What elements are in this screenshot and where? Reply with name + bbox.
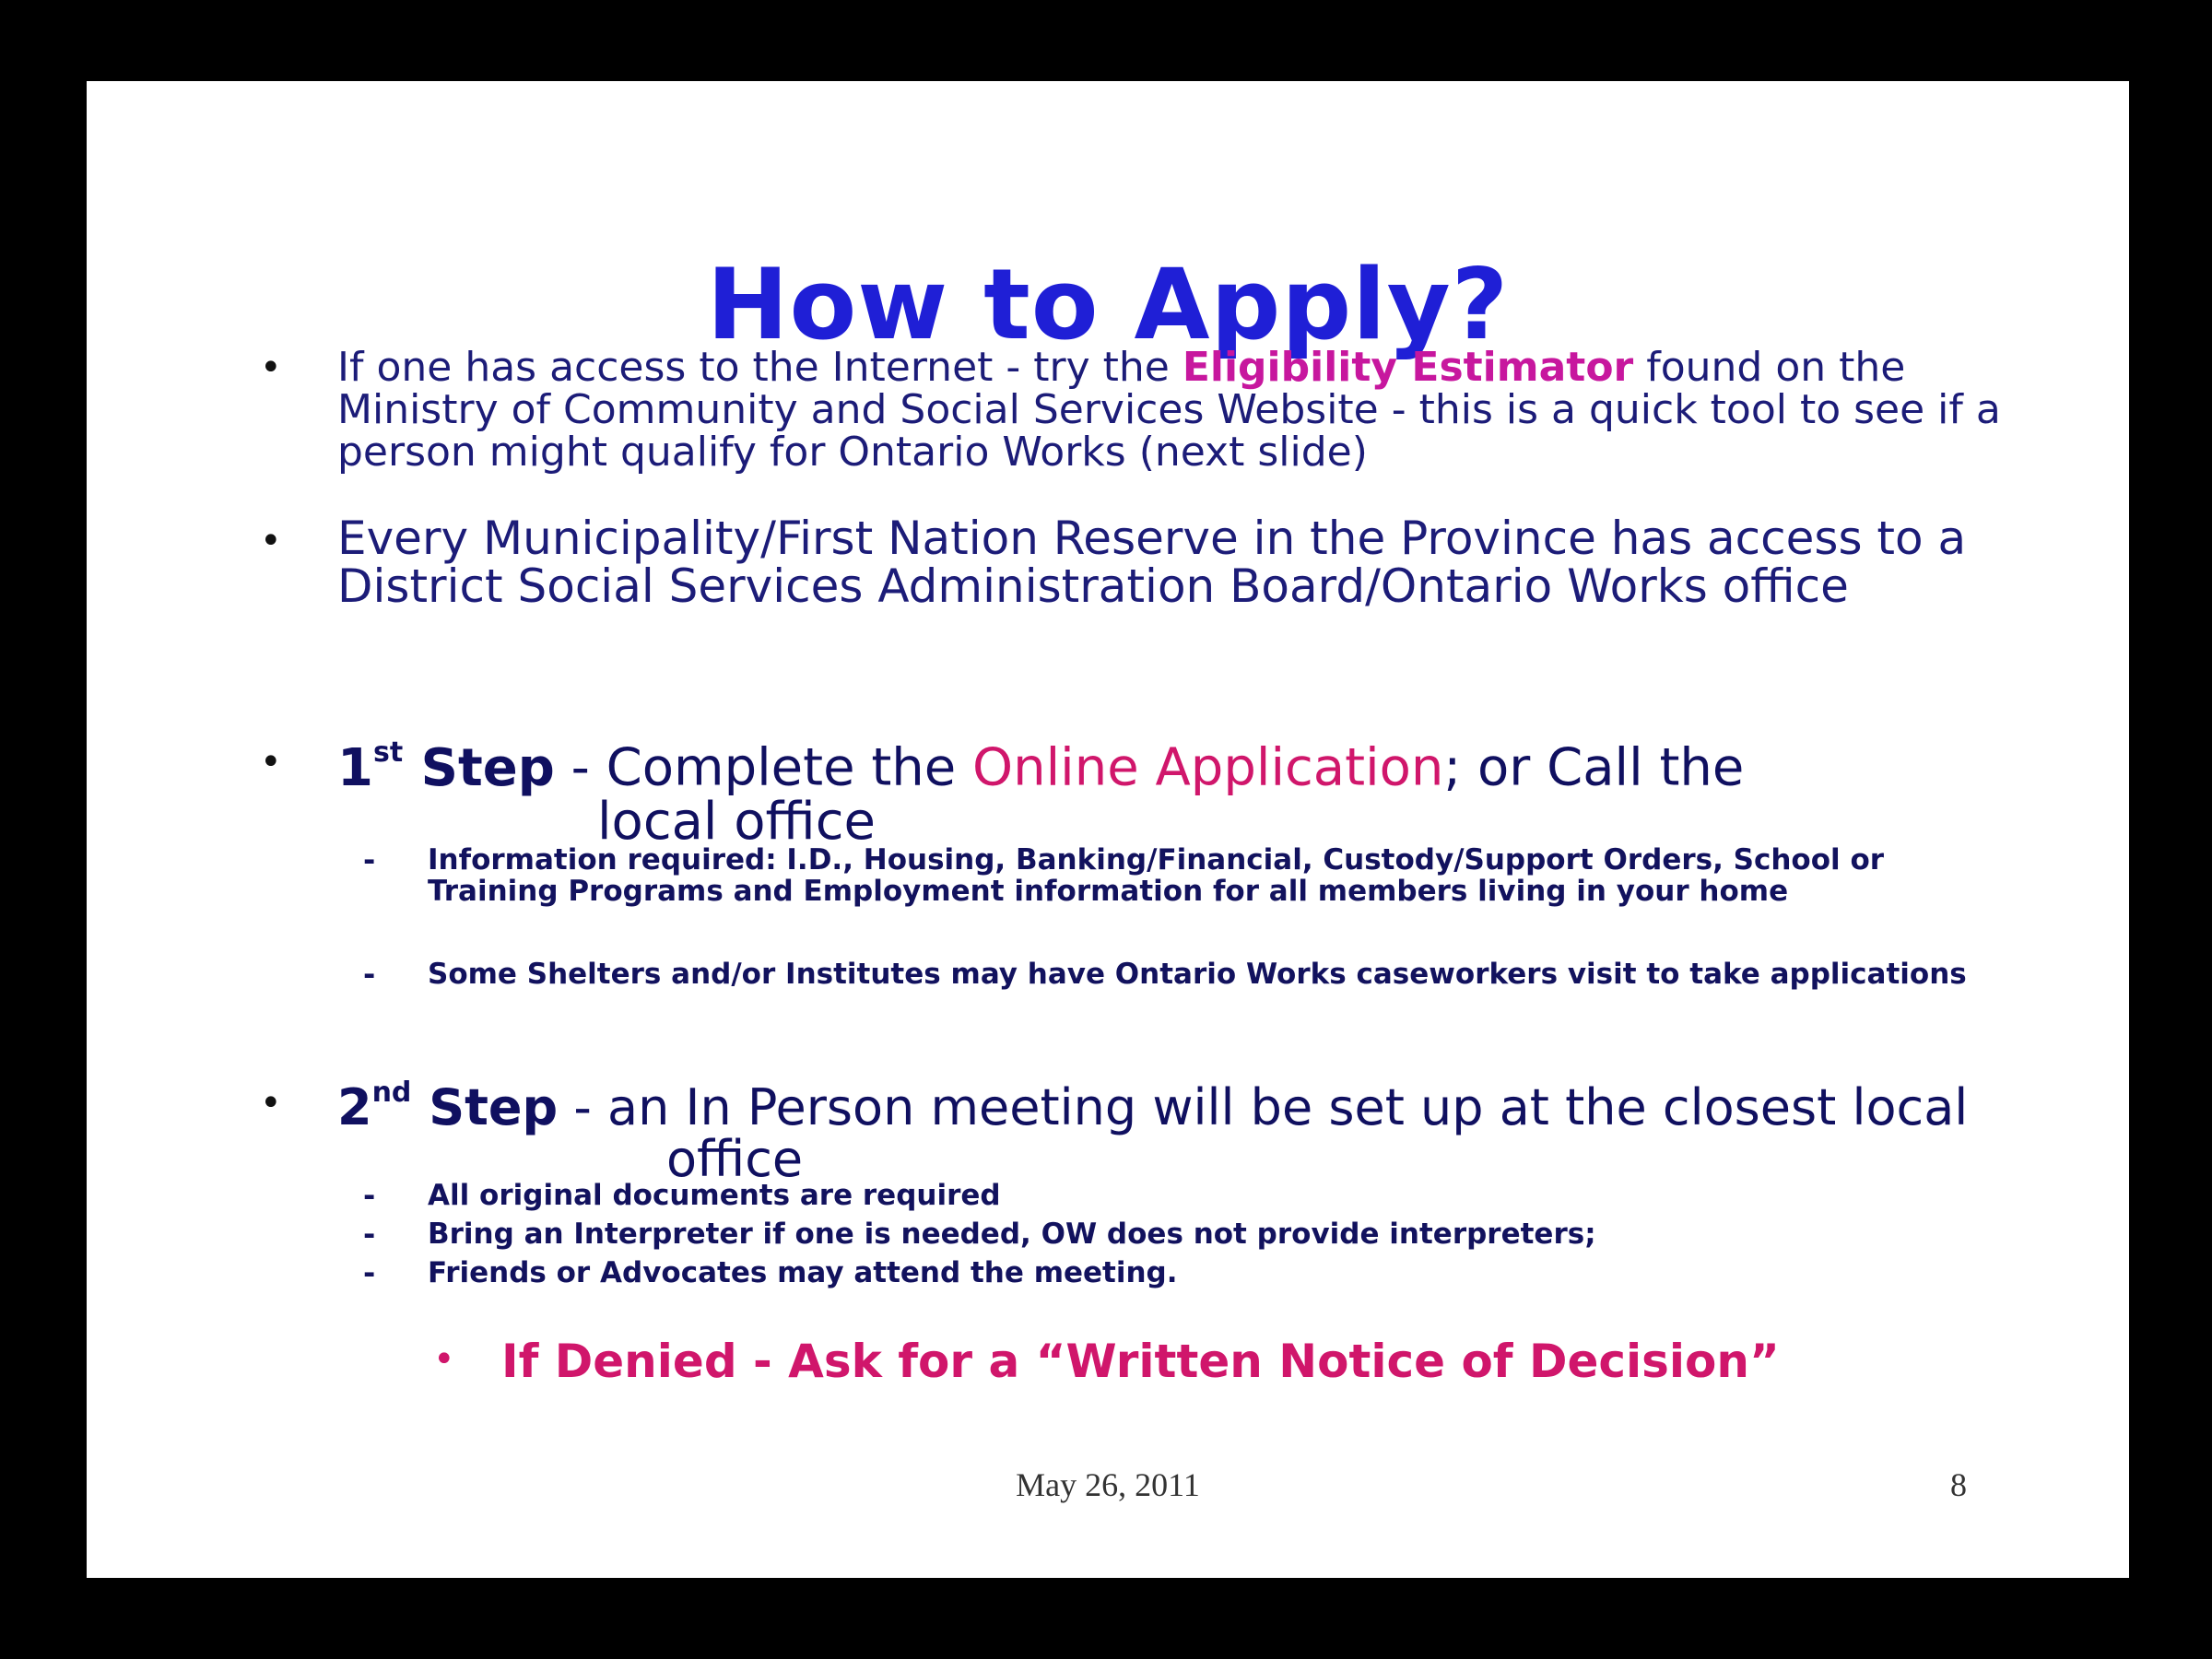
eligibility-estimator-link[interactable]: Eligibility Estimator bbox=[1182, 344, 1634, 391]
step2-label bbox=[337, 1078, 558, 1136]
step2-line2: office bbox=[666, 1130, 804, 1188]
step1-sep: - Complete the bbox=[554, 737, 973, 798]
step1-word: Step bbox=[403, 737, 555, 798]
dash-marker: - bbox=[363, 1255, 376, 1290]
step2-sub-item: Friends or Advocates may attend the meeting. bbox=[428, 1256, 1178, 1289]
point-municipality: Every Municipality/First Nation Reserve in the Province has access to a District Social Services Administration Board/Ontario Works office bbox=[337, 512, 1967, 613]
point-internet-text-post: found on the Ministry of Community and Social Services Website - this is a quick tool to see if a person might qualify for Ontario Works (next slide) bbox=[337, 344, 2001, 476]
step2-number: 2 bbox=[337, 1078, 372, 1136]
step2-suffix: nd bbox=[371, 1077, 412, 1109]
point-internet bbox=[337, 344, 2042, 476]
dash-marker: - bbox=[363, 957, 376, 992]
step2-heading bbox=[337, 1073, 2042, 1188]
step1-sub-item: Information required: I.D., Housing, Banking/Financial, Custody/Support Orders, School or Training Programs and Employment information for all members living in your home bbox=[428, 843, 1885, 908]
dash-marker: - bbox=[363, 1178, 376, 1213]
step2-sub-item: All original documents are required bbox=[428, 1179, 1001, 1212]
step1-number: 1 bbox=[337, 737, 373, 798]
step2-word: Step bbox=[411, 1078, 559, 1136]
step2-sub-item: Bring an Interpreter if one is needed, OW does not provide interpreters; bbox=[428, 1218, 1596, 1251]
bullet-dot: • bbox=[260, 520, 282, 562]
step1-post: ; or Call the bbox=[1443, 737, 1745, 798]
dash-marker: - bbox=[363, 842, 376, 877]
slide-number: 8 bbox=[1950, 1466, 1967, 1503]
point-internet-text-pre: If one has access to the Internet - try the bbox=[337, 344, 1182, 391]
step1-line2: local office bbox=[597, 791, 876, 852]
step1-suffix: st bbox=[372, 736, 404, 769]
step1-sub-item: Some Shelters and/or Institutes may have Ontario Works caseworkers visit to take applications bbox=[428, 958, 1967, 991]
bullet-dot: • bbox=[260, 741, 282, 783]
slide bbox=[87, 81, 2129, 1578]
step1-label bbox=[337, 738, 555, 798]
slide-title: How to Apply? bbox=[706, 248, 1510, 361]
denied-note: If Denied - Ask for a “Written Notice of Decision” bbox=[501, 1335, 1780, 1388]
dash-marker: - bbox=[363, 1217, 376, 1252]
online-application-link[interactable]: Online Application bbox=[972, 737, 1444, 798]
step2-text: - an In Person meeting will be set up at the closest local bbox=[558, 1078, 1969, 1136]
step1-heading bbox=[337, 732, 2042, 852]
footer-date: May 26, 2011 bbox=[1016, 1466, 1200, 1503]
bullet-dot: • bbox=[260, 1082, 282, 1124]
bullet-dot: • bbox=[433, 1338, 455, 1381]
bullet-dot: • bbox=[260, 347, 282, 389]
